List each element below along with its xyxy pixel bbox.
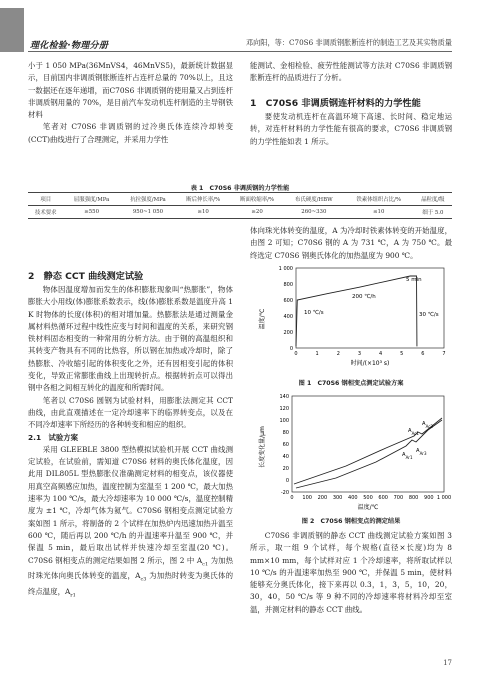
subsection-2-1-title: 2.1 试验方案	[28, 432, 79, 442]
header-divider	[28, 51, 452, 52]
figure-2-label-ac3: $A_{Ac3}$	[422, 421, 433, 429]
x-tick-label: 300	[332, 495, 343, 501]
x-tick-label: 500	[363, 495, 373, 501]
figure-2-xticks	[290, 495, 451, 501]
section-1-paragraph: 要使发动机连杆在高温环境下高速、长时间、稳定地运转，对连杆材料的力学性能有很高的要求，C70S6 非调质钢的力学性能如表 1 所示。	[250, 112, 452, 146]
x-tick-label: 2	[336, 351, 340, 357]
y-tick-label: 600	[283, 298, 293, 304]
figure-2-chart	[256, 392, 452, 512]
figure-2-frame	[292, 396, 444, 492]
table-cell: 细于 5.0	[414, 206, 452, 219]
table-1-caption: 表 1 C70S6 非调质钢的力学性能	[190, 185, 290, 192]
y-tick-label: 40	[282, 454, 289, 460]
table-cell: 950~1 050	[120, 206, 176, 219]
y-tick-label: 0	[289, 346, 293, 352]
table-header-cell: 布氏硬度/HBW	[284, 193, 344, 206]
figure-1-yticks	[279, 266, 293, 352]
table-header-cell: 断面收缩率/%	[230, 193, 284, 206]
y-tick-label: 0	[285, 478, 289, 484]
x-tick-label: 0	[294, 351, 298, 357]
figure-1-frame	[296, 268, 444, 348]
x-tick-label: 800	[408, 495, 419, 501]
figure-2-label-ar1: $A_{Ar1}$	[402, 452, 413, 460]
y-tick-label: 1 000	[278, 266, 293, 272]
x-tick-label: 4	[378, 351, 383, 357]
x-tick-label: 1 000	[436, 495, 452, 501]
figure-1-label-hold: 5 min	[406, 277, 422, 283]
x-tick-label: 1	[315, 351, 319, 357]
y-tick-label: 100	[279, 418, 289, 424]
x-tick-label: 6	[421, 351, 425, 357]
section-2-paragraph-2: 笔者以 C70S6 圆钢为试验材料，用膨胀法测定其 CCT 曲线，由此直观描述在一定冷却速率下的临界转变点，以及在不同冷却速率下所经历的各种转变和相应的组织。	[28, 395, 233, 430]
y-tick-label: 800	[283, 282, 293, 288]
figure-1-label-fast-heating: 10 ℃/s	[304, 310, 324, 316]
ac-temperature-paragraph: 体向珠光体转变的温度，A 为冷却时铁素体转变的开始温度，由图 2 可知；C70S6 钢的 A 为 731 ℃，A 为 750 ℃。最终选定 C70S6 钢奥氏体化的加热温度为 900 ℃。	[250, 226, 452, 260]
section-2-body	[28, 284, 233, 602]
y-tick-label: 140	[279, 394, 289, 400]
figure-1-ylabel: 温度/℃	[259, 308, 266, 330]
right-intro-text	[250, 60, 452, 85]
p3-end: 为加热时珠光体向奥氏体转变的温度，A	[28, 555, 233, 581]
x-tick-label: 5	[400, 351, 404, 357]
table-cell: ≥10	[176, 206, 230, 219]
x-tick-label: 200	[317, 495, 328, 501]
figure-1-label-heating: 200 ℃/h	[352, 294, 376, 300]
x-tick-label: 700	[393, 495, 404, 501]
y-tick-label: 80	[282, 430, 289, 436]
section-1-body	[250, 111, 452, 148]
x-tick-label: 900	[424, 495, 434, 501]
page-header	[0, 0, 480, 60]
table-header-cell: 屈服强度/MPa	[63, 193, 119, 206]
figure-2-caption: 图 2 C70S6 钢相变点的测定结果	[301, 518, 401, 525]
table-row	[28, 206, 452, 219]
y-tick-label: -20	[280, 490, 289, 496]
figure-2-label-ac1: $A_{Ac1}$	[408, 428, 419, 436]
figure-2-ylabel: 长度变化量/μm	[259, 426, 266, 468]
table-header-cell: 项目	[28, 193, 63, 206]
intro-paragraph-2: 笔者对 C70S6 非调质钢的过冷奥氏体连续冷却转变(CCT)曲线进行了合理测定，并采用力学性	[28, 122, 233, 144]
table-cell: ≤10	[344, 206, 414, 219]
figure-2-yticks	[279, 394, 289, 496]
right-bottom-text	[250, 530, 452, 616]
figure-2-label-ar3: $A_{Ar3}$	[416, 448, 427, 456]
table-1	[28, 192, 452, 219]
x-tick-label: 0	[290, 495, 294, 501]
table-cell: 260~330	[284, 206, 344, 219]
intro-paragraph-cont: 能测试、金相检验、疲劳性能测试等方法对 C70S6 非调质钢胀断连杆的品质进行了分析。	[250, 61, 452, 83]
table-header-cell: 铁素体组织占比/%	[344, 193, 414, 206]
left-intro-text	[28, 60, 233, 146]
section-2-paragraph-1: 物体因温度增加而发生的体积膨胀现象叫“热膨胀”，物体膨胀大小用线(体)膨胀系数表示，线(体)膨胀系数是温度升高 1 K 时物体的长度(体积)的相对增加量。热膨胀法是通过测量金属材料热循环过程中线性应变与时间和温度的关系，来研究钢铁材料固态相变的一种常用的分析方法。由于钢的高温组织和其转变产物具有不同的比热容，所以钢在加热或冷却时，除了热膨胀、冷收缩引起的体积变化之外，还有因相变引起的体积变化，导致正常膨胀曲线上出现转折点。根据转折点可以得出钢中各相之间相互转化的温度和所需时间。	[28, 285, 233, 393]
figure-2-xlabel: 温度/℃	[357, 504, 379, 511]
x-tick-label: 400	[348, 495, 358, 501]
p3-main: 采用 GLEEBLE 3800 型热模拟试验机开展 CCT 曲线测定试验，在试验前，需知道 C70S6 材料的奥氏体化温度，因此用 DIL805L 型热膨胀仪准确测定材料的相变点，该仪器使用真空高频感应加热，温度控制为室温至 1 200 ℃，最大加热速率为 100 ℃/s，最大冷却速率为 10 000 ℃/s，温度控制精度为 ±1 ℃，冷却气体为氦气。C70S6 钢相变点测定试验方案如图 1 所示，将制备的 2 个试样在加热炉内迅速加热升温至 600 ℃，随后再以 200 ℃/h 的升温速率升温至 900 ℃，并保温 5 min，最后取出试样并快速冷却至室温(20 ℃)。C70S6 钢相变点的测定结果如图 2 所示，图 2 中 A	[28, 444, 233, 565]
figure-1-chart	[256, 264, 452, 370]
figure-1-xticks	[294, 351, 445, 357]
journal-name: 理化检验·物理分册	[30, 41, 109, 51]
section-2-title: 2 静态 CCT 曲线测定试验	[28, 271, 144, 282]
table-cell: ≥20	[230, 206, 284, 219]
table-header-cell: 断后伸长率/%	[176, 193, 230, 206]
p3-end2: 为加热时转变为奥氏体的终点温度，A	[28, 571, 233, 597]
x-tick-label: 600	[378, 495, 388, 501]
y-tick-label: 60	[282, 442, 289, 448]
table-header-row	[28, 193, 452, 206]
right-middle-text	[250, 225, 452, 262]
x-tick-label: 100	[302, 495, 312, 501]
journal-logo-mark	[0, 8, 24, 52]
intro-paragraph-1: 小于 1 050 MPa(36MnVS4，46MnVS5)，最新统计数据显示，目前国内非调质钢胀断连杆占连杆总量的 70%以上，且这一数据还在逐年递增，而C70S6 非调质钢的使用量又占到连杆非调质钢用量的 70%，是目前汽车发动机连杆制造的主导钢铁材料	[28, 61, 233, 120]
table-cell: 技术要求	[28, 206, 63, 219]
y-tick-label: 120	[279, 406, 289, 412]
section-1-title: 1 C70S6 非调质钢连杆材料的力学性能	[250, 98, 421, 109]
y-tick-label: 200	[283, 330, 293, 336]
x-tick-label: 7	[442, 351, 446, 357]
page-number: 17	[443, 659, 452, 667]
table-cell: ≥550	[63, 206, 119, 219]
figure-1-label-cooling: 30 ℃/s	[419, 312, 439, 318]
table-header-cell: 抗拉强度/MPa	[120, 193, 176, 206]
table-header-cell: 晶粒度/级	[414, 193, 452, 206]
y-tick-label: 400	[283, 314, 293, 320]
x-tick-label: 3	[357, 351, 362, 357]
cct-scheme-paragraph: C70S6 非调质钢的静态 CCT 曲线测定试验方案如图 3 所示，取一组 9 个试样，每个规格(直径×长度)均为 8 mm×10 mm，每个试样对应 1 个冷却速率，将所取试样以 10 ℃/s 的升温速率加热至 900 ℃，并保温 5 min，使材料能够充分奥氏体化，接下来再以 0.3，1，3，5，10，20，30，40，50 ℃/s 等 9 种不同的冷却速率将材料冷却至室温，并测定材料的静态 CCT 曲线。	[250, 531, 452, 614]
y-tick-label: 20	[282, 466, 289, 472]
section-2-paragraph-3: 采用 GLEEBLE 3800 型热模拟试验机开展 CCT 曲线测定试验，在试验前，需知道 C70S6 材料的奥氏体化温度，因此用 DIL805L 型热膨胀仪准确测定材料的相变点，该仪器使用真空高频感应加热，温度控制为室温至 1 200 ℃，最大加热速率为 100 ℃/s，最大冷却速率为 10 000 ℃/s，温度控制精度为 ±1 ℃，冷却气体为氦气。C70S6 钢相变点测定试验方案如图 1 所示，将制备的 2 个试样在加热炉内迅速加热升温至 600 ℃，随后再以 200 ℃/h 的升温速率升温至 900 ℃，并保温 5 min，最后取出试样并快速冷却至室温(20 ℃)。C70S6 钢相变点的测定结果如图 2 所示，图 2 中 $A_{c1}$ 为加热时珠光体向奥氏体转变的温度，$A_{c3}$ 为加热时转变为奥氏体的终点温度，$A_{r1}$	[28, 444, 233, 599]
figure-1-caption: 图 1 C70S6 钢相变点测定试验方案	[298, 380, 404, 387]
running-title: 邓向阳，等：C70S6 非调质钢胀断连杆的制造工艺及其实物质量	[245, 38, 452, 47]
figure-1-xlabel: 时间/(×10³ s)	[350, 360, 390, 367]
